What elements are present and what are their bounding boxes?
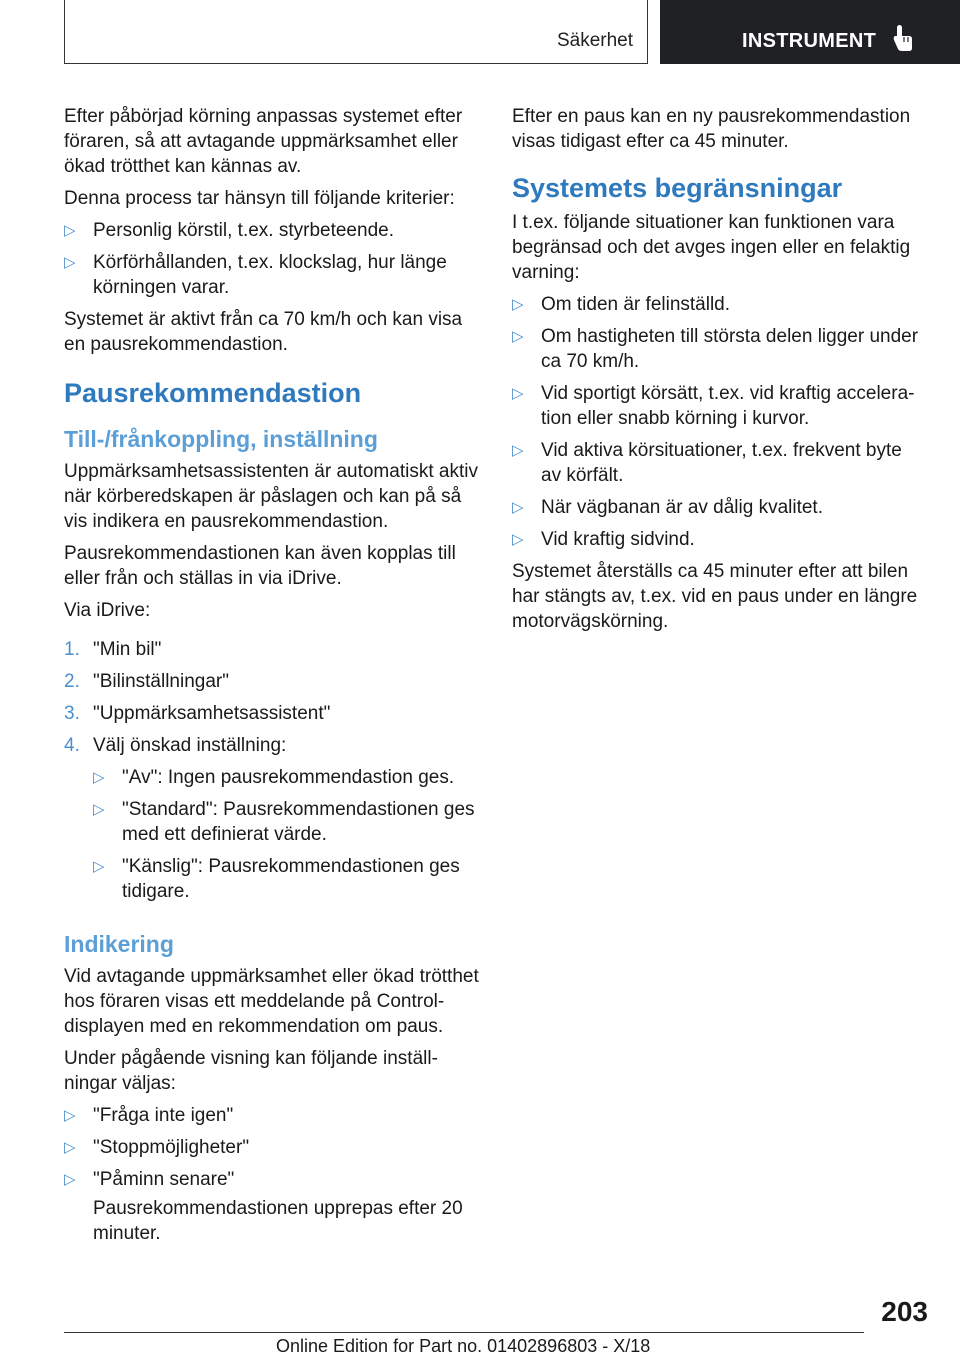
triangle-bullet-icon: ▷ [64, 254, 76, 271]
triangle-bullet-icon: ▷ [512, 328, 524, 345]
list-item: ▷ Vid sportigt körsätt, t.ex. vid kraftig acceleration eller snabb körning i kurvor. [512, 383, 915, 429]
triangle-bullet-icon: ▷ [512, 442, 524, 459]
limits-list [512, 292, 926, 552]
list-item: ▷ "Av": Ingen pausrekommendastion ges. [93, 767, 455, 788]
indication-paragraph: Vid avtagande uppmärksamhet eller ökad trötthet hos föraren visas ett meddelande på Control-displayen med en rekommendation om paus. [64, 966, 479, 1037]
list-item: ▷ "Påminn senare" Pausrekommendastionen upprepas efter 20 minuter. [64, 1167, 482, 1246]
remind-note: Pausrekommendastionen upprepas efter 20 minuter. [93, 1198, 463, 1244]
list-item: ▷ Personlig körstil, t.ex. styrbeteende. [64, 220, 394, 241]
heading-pause-recommendation: Pausrekommendastion [64, 378, 362, 408]
choices-intro: Under pågående visning kan följande inställningar väljas: [64, 1048, 438, 1094]
triangle-bullet-icon: ▷ [512, 499, 524, 516]
list-item: ▷ Om hastigheten till största delen ligger under ca 70 km/h. [512, 326, 919, 372]
criteria-list [64, 218, 482, 300]
list-item: ▷ Vid kraftig sidvind. [512, 529, 695, 550]
heading-toggle-setting: Till-/frånkoppling, inställning [64, 426, 378, 452]
after-pause-paragraph: Efter en paus kan en ny pausrekommendastion visas tidigast efter ca 45 minuter. [512, 106, 911, 152]
via-idrive-label: Via iDrive: [64, 600, 151, 621]
step-item: 3. "Uppmärksamhetsassistent" [64, 703, 331, 724]
header-chapter-tab [660, 0, 960, 64]
criteria-intro: Denna process tar hänsyn till följande kriterier: [64, 188, 455, 209]
page-number: 203 [881, 1296, 928, 1327]
step-item: 2. "Bilinställningar" [64, 671, 229, 692]
step-item: 1. "Min bil" [64, 639, 162, 660]
intro-paragraph: Efter påbörjad körning anpassas systemet efter föraren, så att avtagande uppmärksamhet eller ökad trötthet kan kännas av. [64, 106, 463, 177]
heading-indication: Indikering [64, 931, 174, 957]
header-section-tab [64, 0, 648, 64]
list-item: ▷ Vid aktiva körsituationer, t.ex. frekvent byte av körfält. [512, 440, 902, 486]
choices-list [64, 1103, 482, 1246]
right-column [512, 104, 926, 641]
list-item: ▷ När vägbanan är av dålig kvalitet. [512, 497, 823, 518]
triangle-bullet-icon: ▷ [512, 531, 524, 548]
assistant-paragraph: Uppmärksamhetsassistenten är automatiskt aktiv när körberedskapen är påslagen och kan på så vis indikera en pausrekommendastion. [64, 461, 478, 532]
triangle-bullet-icon: ▷ [64, 1107, 76, 1124]
triangle-bullet-icon: ▷ [512, 296, 524, 313]
list-item: ▷ "Känslig": Pausrekommendastionen ges tidigare. [93, 856, 460, 902]
pointing-hand-icon [892, 24, 914, 52]
triangle-bullet-icon: ▷ [93, 858, 105, 875]
triangle-bullet-icon: ▷ [93, 769, 105, 786]
limits-intro: I t.ex. följande situationer kan funktionen vara begränsad och det avges ingen eller en felaktig varning: [512, 212, 911, 283]
list-item: ▷ "Stoppmöjligheter" [64, 1137, 250, 1158]
activation-paragraph: Systemet är aktivt från ca 70 km/h och kan visa en pausrekommendastion. [64, 309, 463, 355]
step-item: 4. Välj önskad inställning: ▷ "Av": Ingen pausrekommendastion ges. ▷ "Standard": Pausrekommendastionen ges med ett definierat värde. ▷ "Känslig": Pausrekommendastionen ges tidigare. [64, 733, 482, 904]
triangle-bullet-icon: ▷ [64, 1171, 76, 1188]
triangle-bullet-icon: ▷ [512, 385, 524, 402]
triangle-bullet-icon: ▷ [93, 801, 105, 818]
options-list [93, 765, 482, 904]
steps-list [64, 637, 482, 904]
footer-divider [64, 1332, 864, 1333]
triangle-bullet-icon: ▷ [64, 1139, 76, 1156]
footer-edition: Online Edition for Part no. 01402896803 - X/18 [276, 1336, 651, 1356]
list-item: ▷ Om tiden är felinställd. [512, 294, 731, 315]
list-item: ▷ "Standard": Pausrekommendastionen ges med ett definierat värde. [93, 799, 475, 845]
header-section-label: Säkerhet [556, 30, 633, 51]
heading-system-limits: Systemets begränsningar [512, 173, 843, 203]
reset-paragraph: Systemet återställs ca 45 minuter efter att bilen har stängts av, t.ex. vid en paus under en längre motorvägskörning. [512, 561, 918, 632]
triangle-bullet-icon: ▷ [64, 222, 76, 239]
left-column [64, 104, 482, 1253]
idrive-paragraph: Pausrekommendastionen kan även kopplas till eller från och ställas in via iDrive. [64, 543, 456, 589]
list-item: ▷ Körförhållanden, t.ex. klockslag, hur länge körningen varar. [64, 252, 447, 298]
list-item: ▷ "Fråga inte igen" [64, 1105, 234, 1126]
header-chapter-label: INSTRUMENT [742, 30, 877, 52]
